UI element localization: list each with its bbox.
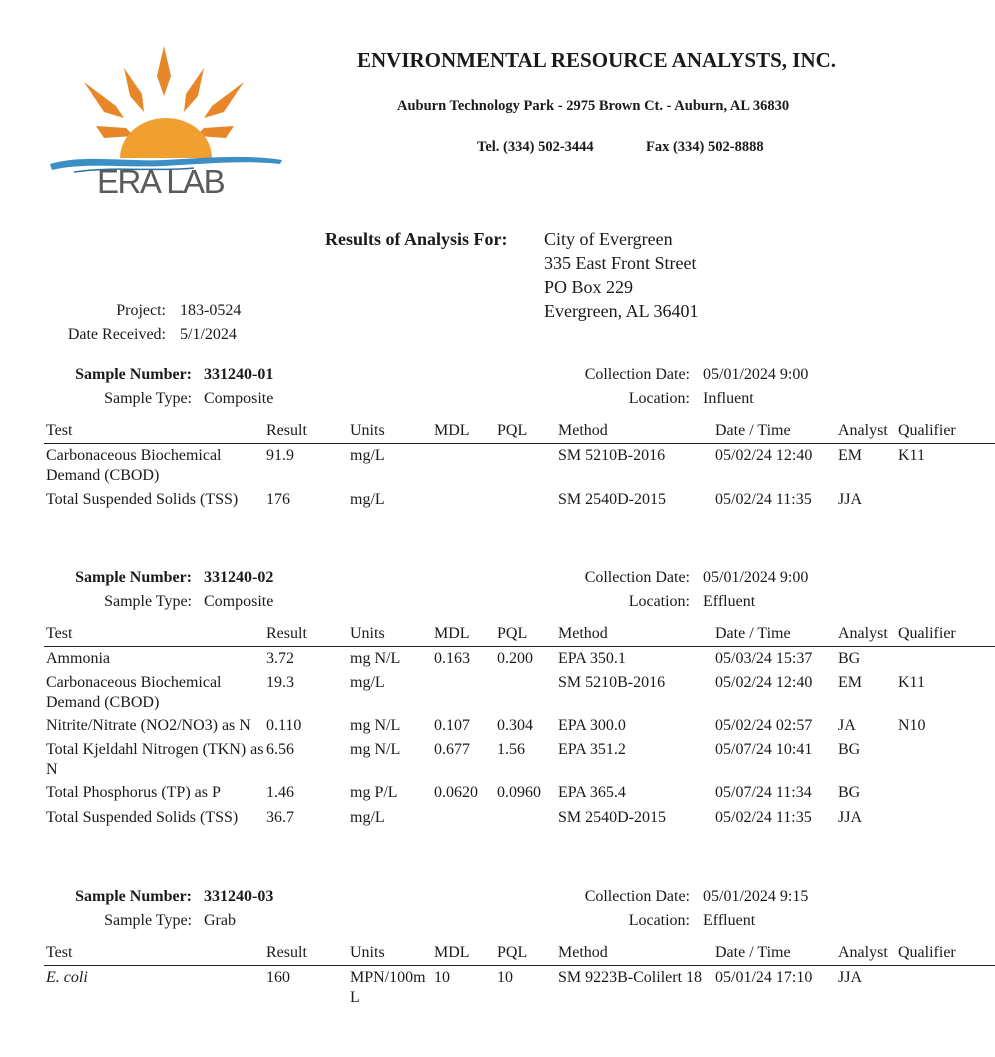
cell-method: EPA 365.4 — [558, 784, 626, 801]
column-header: MDL — [434, 625, 470, 642]
column-header: Result — [266, 625, 307, 642]
sample-type-value: Composite — [204, 390, 274, 407]
cell-test: Total Phosphorus (TP) as P — [46, 784, 221, 801]
location-value: Influent — [703, 390, 754, 407]
table-row — [0, 649, 995, 669]
cell-mdl: 10 — [434, 969, 450, 986]
column-header: PQL — [497, 625, 528, 642]
cell-datetime: 05/02/24 02:57 — [715, 717, 813, 734]
column-header: Units — [350, 944, 385, 961]
cell-datetime: 05/02/24 12:40 — [715, 674, 813, 691]
cell-method: SM 2540D-2015 — [558, 491, 667, 508]
cell-pql: 10 — [497, 969, 513, 986]
cell-units: MPN/100mL — [350, 969, 426, 1006]
sample-number-value: 331240-02 — [204, 569, 274, 586]
client-street: 335 East Front Street — [544, 253, 697, 273]
cell-mdl: 0.107 — [434, 717, 470, 734]
cell-method: SM 9223B-Colilert 18 — [558, 969, 703, 986]
column-header: Date / Time — [715, 944, 791, 961]
cell-analyst: JA — [838, 717, 856, 734]
cell-pql: 0.304 — [497, 717, 533, 734]
cell-analyst: EM — [838, 447, 862, 464]
cell-result: 36.7 — [266, 809, 294, 826]
sample-number-label: Sample Number: — [75, 888, 192, 905]
cell-units: mg N/L — [350, 650, 401, 667]
cell-datetime: 05/07/24 10:41 — [715, 741, 813, 758]
collection-date-label: Collection Date: — [584, 366, 690, 383]
sample-type-label: Sample Type: — [104, 593, 192, 610]
cell-result: 0.110 — [266, 717, 302, 734]
column-header: Qualifier — [898, 625, 956, 642]
table-header-row — [0, 943, 995, 963]
cell-analyst: BG — [838, 784, 861, 801]
header-divider — [44, 646, 995, 647]
company-fax: Fax (334) 502-8888 — [646, 139, 764, 155]
cell-datetime: 05/02/24 11:35 — [715, 491, 812, 508]
column-header: Test — [46, 422, 73, 439]
column-header: Method — [558, 422, 608, 439]
column-header: Result — [266, 944, 307, 961]
table-row — [0, 490, 995, 510]
cell-method: SM 5210B-2016 — [558, 447, 666, 464]
cell-units: mg/L — [350, 809, 385, 826]
collection-date-value: 05/01/2024 9:00 — [703, 569, 809, 586]
client-name: City of Evergreen — [544, 229, 673, 249]
collection-date-value: 05/01/2024 9:00 — [703, 366, 809, 383]
cell-method: EPA 350.1 — [558, 650, 626, 667]
results-for-label: Results of Analysis For: — [325, 229, 508, 249]
table-row — [0, 740, 995, 778]
cell-analyst: JJA — [838, 491, 863, 508]
ray — [204, 82, 244, 118]
cell-datetime: 05/07/24 11:34 — [715, 784, 812, 801]
location-label: Location: — [628, 593, 690, 610]
sample-number-label: Sample Number: — [75, 569, 192, 586]
sample-type-label: Sample Type: — [104, 912, 192, 929]
column-header: Date / Time — [715, 625, 791, 642]
cell-result: 6.56 — [266, 741, 294, 758]
location-value: Effluent — [703, 593, 756, 610]
column-header: Analyst — [838, 625, 888, 642]
column-header: Analyst — [838, 944, 888, 961]
column-header: Qualifier — [898, 944, 956, 961]
cell-datetime: 05/02/24 11:35 — [715, 809, 812, 826]
cell-test: Carbonaceous Biochemical Demand (CBOD) — [46, 447, 222, 484]
ray — [84, 82, 124, 118]
column-header: Method — [558, 944, 608, 961]
table-row — [0, 783, 995, 803]
cell-test: Total Kjeldahl Nitrogen (TKN) as N — [46, 741, 264, 778]
sample-number-value: 331240-01 — [204, 366, 274, 383]
cell-mdl: 0.677 — [434, 741, 470, 758]
cell-test: Nitrite/Nitrate (NO2/NO3) as N — [46, 717, 251, 734]
sun — [120, 118, 212, 158]
table-row — [0, 716, 995, 736]
cell-analyst: BG — [838, 741, 861, 758]
column-header: Test — [46, 944, 73, 961]
date-received-value: 5/1/2024 — [180, 326, 237, 343]
date-received-label: Date Received: — [67, 326, 166, 343]
column-header: PQL — [497, 422, 528, 439]
cell-units: mg N/L — [350, 741, 401, 758]
cell-units: mg/L — [350, 674, 385, 691]
column-header: MDL — [434, 944, 470, 961]
cell-qualifier: K11 — [898, 674, 925, 691]
cell-method: SM 2540D-2015 — [558, 809, 667, 826]
table-row — [0, 968, 995, 1006]
header-divider — [44, 965, 995, 966]
location-label: Location: — [628, 390, 690, 407]
ray — [184, 68, 204, 112]
column-header: Result — [266, 422, 307, 439]
cell-analyst: EM — [838, 674, 862, 691]
column-header: Units — [350, 422, 385, 439]
cell-mdl: 0.163 — [434, 650, 470, 667]
ray — [157, 46, 171, 96]
sample-type-value: Grab — [204, 912, 236, 929]
cell-datetime: 05/03/24 15:37 — [715, 650, 813, 667]
collection-date-value: 05/01/2024 9:15 — [703, 888, 809, 905]
column-header: PQL — [497, 944, 528, 961]
cell-analyst: JJA — [838, 809, 863, 826]
sample-number-label: Sample Number: — [75, 366, 192, 383]
cell-pql: 0.200 — [497, 650, 533, 667]
table-row — [0, 808, 995, 828]
cell-test: Ammonia — [46, 650, 110, 667]
table-row — [0, 446, 995, 484]
cell-units: mg N/L — [350, 717, 401, 734]
cell-result: 3.72 — [266, 650, 294, 667]
cell-units: mg/L — [350, 447, 385, 464]
column-header: Date / Time — [715, 422, 791, 439]
cell-test: Total Suspended Solids (TSS) — [46, 491, 239, 508]
cell-mdl: 0.0620 — [434, 784, 478, 801]
cell-method: SM 5210B-2016 — [558, 674, 666, 691]
cell-result: 19.3 — [266, 674, 294, 691]
table-header-row — [0, 624, 995, 644]
cell-result: 160 — [266, 969, 290, 986]
cell-pql: 0.0960 — [497, 784, 541, 801]
ray — [124, 68, 144, 112]
project-label: Project: — [116, 302, 166, 319]
cell-datetime: 05/02/24 12:40 — [715, 447, 813, 464]
cell-units: mg/L — [350, 491, 385, 508]
client-po-box: PO Box 229 — [544, 277, 634, 297]
column-header: Method — [558, 625, 608, 642]
cell-analyst: JJA — [838, 969, 863, 986]
company-address: Auburn Technology Park - 2975 Brown Ct. - Auburn, AL 36830 — [397, 98, 790, 114]
cell-analyst: BG — [838, 650, 861, 667]
cell-pql: 1.56 — [497, 741, 525, 758]
cell-qualifier: N10 — [898, 717, 926, 734]
cell-method: EPA 300.0 — [558, 717, 626, 734]
column-header: Qualifier — [898, 422, 956, 439]
project-number: 183-0524 — [180, 302, 242, 319]
cell-test: Carbonaceous Biochemical Demand (CBOD) — [46, 674, 222, 711]
cell-datetime: 05/01/24 17:10 — [715, 969, 813, 986]
collection-date-label: Collection Date: — [584, 569, 690, 586]
header-divider — [44, 443, 995, 444]
collection-date-label: Collection Date: — [584, 888, 690, 905]
company-name: ENVIRONMENTAL RESOURCE ANALYSTS, INC. — [357, 48, 837, 72]
client-city: Evergreen, AL 36401 — [544, 301, 699, 321]
cell-test: E. coli — [46, 969, 88, 986]
table-header-row — [0, 421, 995, 441]
column-header: Test — [46, 625, 73, 642]
cell-result: 91.9 — [266, 447, 294, 464]
cell-test: Total Suspended Solids (TSS) — [46, 809, 239, 826]
location-label: Location: — [628, 912, 690, 929]
company-phone: Tel. (334) 502-3444 — [477, 139, 594, 155]
sample-type-value: Composite — [204, 593, 274, 610]
column-header: MDL — [434, 422, 470, 439]
cell-qualifier: K11 — [898, 447, 925, 464]
sample-type-label: Sample Type: — [104, 390, 192, 407]
location-value: Effluent — [703, 912, 756, 929]
sample-number-value: 331240-03 — [204, 888, 274, 905]
cell-result: 1.46 — [266, 784, 294, 801]
cell-method: EPA 351.2 — [558, 741, 626, 758]
logo-text: ERA LAB — [97, 163, 225, 200]
table-row — [0, 673, 995, 711]
column-header: Units — [350, 625, 385, 642]
cell-result: 176 — [266, 491, 290, 508]
cell-units: mg P/L — [350, 784, 398, 801]
column-header: Analyst — [838, 422, 888, 439]
